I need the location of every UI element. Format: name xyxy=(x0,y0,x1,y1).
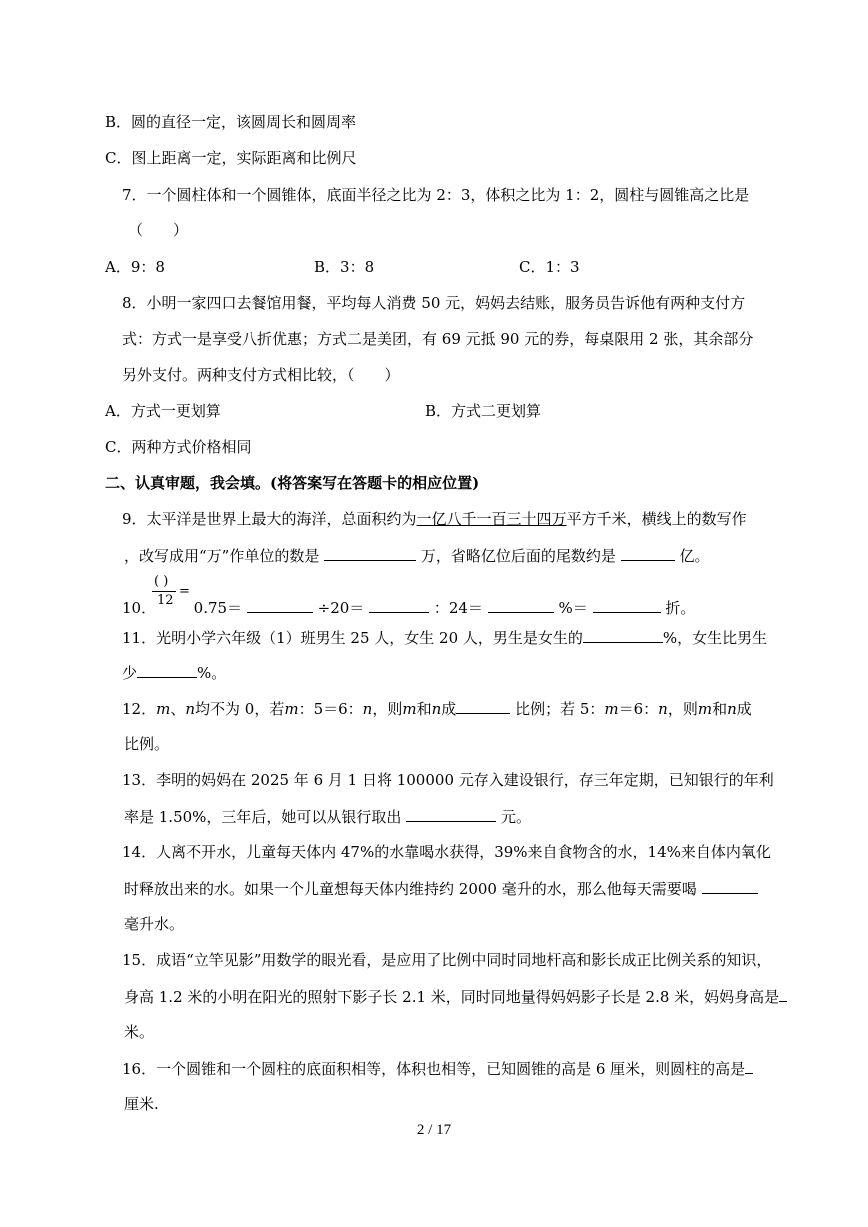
q10-answer-blank-3[interactable] xyxy=(488,597,554,613)
q14-answer-blank[interactable] xyxy=(702,878,758,894)
q12-text: ＝6： xyxy=(618,700,659,718)
q8-text-2: 式：方式一是享受八折优惠；方式二是美团，有 69 元抵 90 元的券，每桌限用 2 张，其余部分 xyxy=(122,330,754,348)
q12-text: 和 xyxy=(712,700,728,718)
q11-text-4: %。 xyxy=(197,664,227,682)
q11-answer-blank-2[interactable] xyxy=(137,662,197,678)
q16-line-2: 厘米. xyxy=(124,1095,159,1113)
q7-paren: （ ） xyxy=(128,221,189,239)
q10-fraction-bar xyxy=(152,591,176,592)
q12-answer-blank-1[interactable] xyxy=(456,698,510,714)
q15-text-1: 身高 1.2 米的小明在阳光的照射下影子长 2.1 米，同时同地量得妈妈影子长是 2.8 米，妈妈身高是 xyxy=(124,988,780,1006)
q14-line-3: 毫升水。 xyxy=(124,915,185,933)
q10-text-2: ÷20＝ xyxy=(317,599,365,617)
q12-var-n: n xyxy=(658,700,668,718)
q16-line-1 xyxy=(122,1058,753,1079)
q12-var-n: n xyxy=(727,700,737,718)
q13-text-2: 元。 xyxy=(500,808,531,826)
q11-line-2 xyxy=(122,662,226,683)
q8-option-c: C．两种方式价格相同 xyxy=(105,438,252,456)
q12-text: 成 xyxy=(441,700,457,718)
q11-answer-blank-1[interactable] xyxy=(583,627,663,643)
q11-text-2: %，女生比男生 xyxy=(662,629,768,647)
q9-underlined-number: 一亿八千一百三十四万 xyxy=(416,510,567,528)
q11-text-3: 少 xyxy=(122,664,138,682)
q11-line-1 xyxy=(122,627,767,648)
q12-line-2: 比例。 xyxy=(124,735,170,753)
q9-answer-blank-2[interactable] xyxy=(621,545,675,561)
q8-option-a: A．方式一更划算 xyxy=(105,402,221,420)
q12-var-m: m xyxy=(697,700,713,718)
q13-text-1: 率是 1.50%，三年后，她可以从银行取出 xyxy=(124,808,402,826)
page-number: 2 / 17 xyxy=(416,1122,452,1138)
q8-text-3: 另外支付。两种支付方式相比较，（ ） xyxy=(122,366,400,384)
q16-text-1: 16．一个圆锥和一个圆柱的底面积相等，体积也相等，已知圆锥的高是 6 厘米，则圆柱的高是 xyxy=(122,1060,746,1078)
q8-option-b: B．方式二更划算 xyxy=(425,402,542,420)
q13-answer-blank[interactable] xyxy=(406,806,496,822)
section-2-heading: 二、认真审题，我会填。(将答案写在答题卡的相应位置) xyxy=(105,474,480,492)
q12-var-n: n xyxy=(185,700,196,718)
q13-line-2 xyxy=(124,806,531,827)
q7-option-c: C．1：3 xyxy=(519,258,580,276)
q9-text-post: 平方千米，横线上的数写作 xyxy=(566,510,747,528)
q12-var-m: m xyxy=(156,700,171,718)
q6-option-b: B．圆的直径一定，该圆周长和圆周率 xyxy=(105,113,357,131)
q15-line-3: 米。 xyxy=(124,1023,155,1041)
q9-text-1: ，改写成用“万”作单位的数是 xyxy=(124,547,320,565)
q12-text: 和 xyxy=(416,700,432,718)
q10-line xyxy=(122,597,695,618)
q10-fraction-denominator: 12 xyxy=(157,593,174,608)
q9-text-pre: 9．太平洋是世界上最大的海洋，总面积约为 xyxy=(122,510,417,528)
q9-line-1 xyxy=(122,509,747,529)
q9-answer-blank-1[interactable] xyxy=(324,545,416,561)
q14-line-1: 14．人离不开水，儿童每天体内 47%的水靠喝水获得，39%来自食物含的水，14%来自体内氧化 xyxy=(122,843,771,861)
q12-text: 均不为 0，若 xyxy=(195,700,285,718)
q12-line-1 xyxy=(122,698,752,719)
q12-var-n: n xyxy=(362,700,373,718)
q12-number: 12． xyxy=(122,700,157,718)
q15-line-1: 15．成语“立竿见影”用数学的眼光看，是应用了比例中同时同地杆高和影长成正比例关系的知识， xyxy=(122,951,772,969)
q10-fraction-numerator: ( ) xyxy=(154,574,169,589)
q10-text-1: 0.75＝ xyxy=(193,599,243,617)
q7-option-b: B．3：8 xyxy=(314,258,375,276)
q16-answer-blank[interactable] xyxy=(745,1058,753,1074)
q12-var-m: m xyxy=(604,700,619,718)
q10-answer-blank-1[interactable] xyxy=(247,597,313,613)
q7-text: 7．一个圆柱体和一个圆锥体，底面半径之比为 2：3，体积之比为 1：2，圆柱与圆锥高之比是 xyxy=(122,186,750,204)
q12-text: 比例；若 5： xyxy=(515,700,605,718)
q15-line-2 xyxy=(124,986,787,1007)
q7-option-a: A．9：8 xyxy=(105,258,165,276)
q10-text-4: %＝ xyxy=(558,599,588,617)
q15-answer-blank[interactable] xyxy=(779,986,787,1002)
q13-line-1: 13．李明的妈妈在 2025 年 6 月 1 日将 100000 元存入建设银行，存三年定期，已知银行的年利 xyxy=(122,771,774,789)
q12-sep: 、 xyxy=(170,700,186,718)
q10-answer-blank-4[interactable] xyxy=(593,597,661,613)
q12-text: ：5＝6： xyxy=(298,700,363,718)
q9-line-2 xyxy=(124,545,710,566)
q6-option-c: C．图上距离一定，实际距离和比例尺 xyxy=(105,149,357,167)
q12-text: 成 xyxy=(736,700,752,718)
q10-fraction-equals: = xyxy=(179,584,190,599)
q12-var-m: m xyxy=(284,700,299,718)
q11-text-1: 11．光明小学六年级（1）班男生 25 人，女生 20 人，男生是女生的 xyxy=(122,629,583,647)
q12-text: ，则 xyxy=(667,700,698,718)
q9-text-3: 亿。 xyxy=(679,547,710,565)
q8-text-1: 8．小明一家四口去餐馆用餐，平均每人消费 50 元，妈妈去结账，服务员告诉他有两种支付方 xyxy=(122,294,746,312)
q12-var-m: m xyxy=(402,700,417,718)
q9-text-2: 万，省略亿位后面的尾数约是 xyxy=(420,547,616,565)
q10-number: 10． xyxy=(122,599,157,617)
q12-var-n: n xyxy=(431,700,442,718)
q10-answer-blank-2[interactable] xyxy=(369,597,429,613)
q10-text-5: 折。 xyxy=(665,599,696,617)
q12-text: ，则 xyxy=(372,700,403,718)
q10-text-3: ：24＝ xyxy=(433,599,483,617)
q14-text-1: 时释放出来的水。如果一个儿童想每天体内维持约 2000 毫升的水，那么他每天需要喝 xyxy=(124,880,697,898)
q14-line-2 xyxy=(124,878,758,899)
